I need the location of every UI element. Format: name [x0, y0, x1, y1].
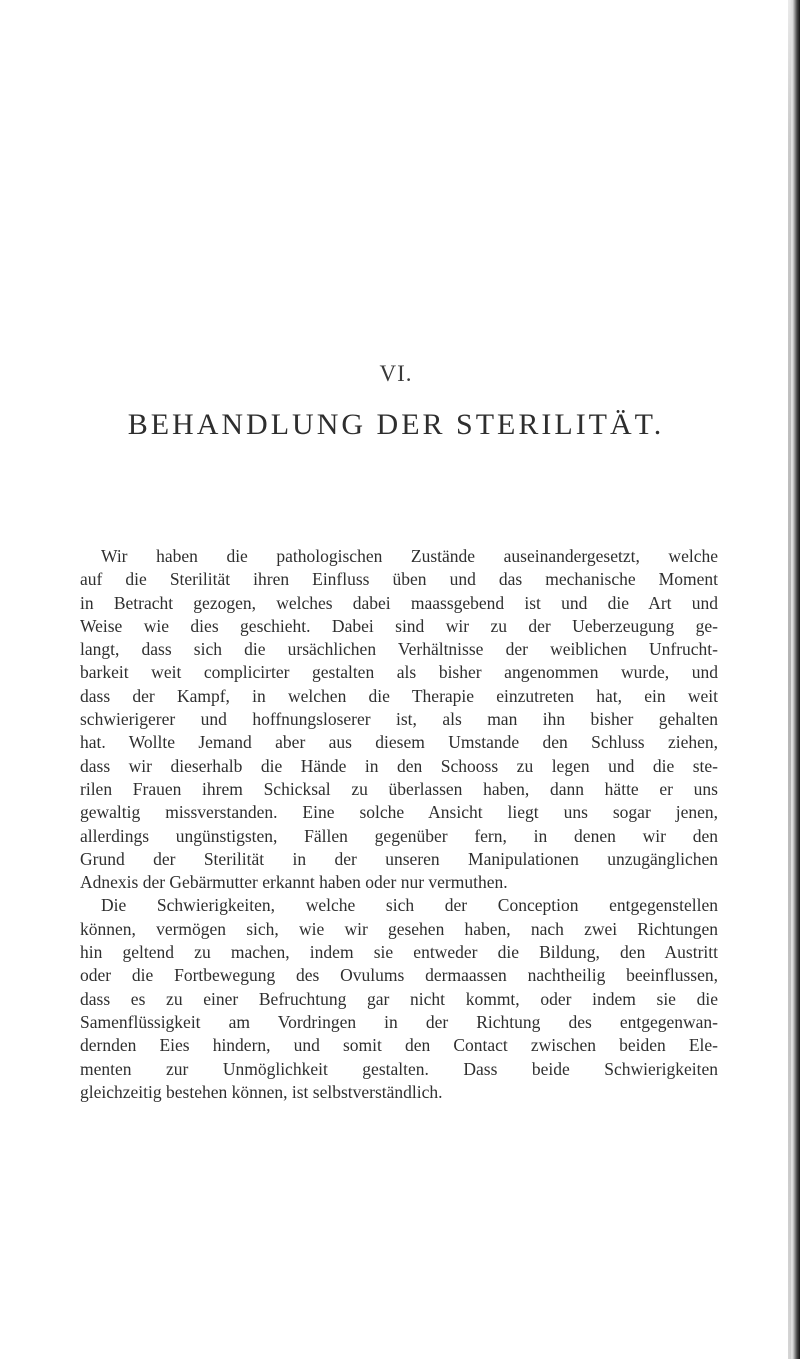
text-line: barkeit weit complicirter gestalten als bisher angenommen wurde, und [80, 662, 718, 683]
text-line: schwierigerer und hoffnungsloserer ist, als man ihn bisher gehalten [80, 709, 718, 730]
text-line: Wir haben die pathologischen Zustände auseinandergesetzt, welche [101, 546, 718, 566]
text-line: dass es zu einer Befruchtung gar nicht kommt, oder indem sie die [80, 988, 718, 1009]
text-line: Weise wie dies geschieht. Dabei sind wir zu der Ueberzeugung ge- [80, 615, 718, 636]
text-line: Grund der Sterilität in der unseren Manipulationen unzugänglichen [80, 848, 718, 869]
body-text [80, 545, 718, 1104]
chapter-number: VI. [379, 361, 413, 386]
text-line: gewaltig missverstanden. Eine solche Ansicht liegt uns sogar jenen, [80, 802, 718, 823]
text-line: rilen Frauen ihrem Schicksal zu überlassen haben, dann hätte er uns [80, 778, 718, 799]
chapter-title: BEHANDLUNG DER STERILITÄT. [127, 408, 665, 441]
text-line: menten zur Unmöglichkeit gestalten. Dass beide Schwierigkeiten [80, 1058, 718, 1079]
text-line: allerdings ungünstigsten, Fällen gegenüber fern, in denen wir den [80, 825, 718, 846]
text-line: langt, dass sich die ursächlichen Verhältnisse der weiblichen Unfrucht- [80, 639, 718, 660]
text-line: auf die Sterilität ihren Einfluss üben und das mechanische Moment [80, 569, 718, 590]
text-line: dernden Eies hindern, und somit den Contact zwischen beiden Ele- [80, 1035, 718, 1056]
text-line: können, vermögen sich, wie wir gesehen haben, nach zwei Richtungen [80, 918, 718, 939]
text-line: dass wir dieserhalb die Hände in den Schooss zu legen und die ste- [80, 755, 718, 776]
page-edge-highlight [788, 0, 791, 1359]
text-line: gleichzeitig bestehen können, ist selbstverständlich. [80, 1081, 443, 1102]
text-line: dass der Kampf, in welchen die Therapie einzutreten hat, ein weit [80, 685, 718, 706]
text-line: Adnexis der Gebärmutter erkannt haben oder nur vermuthen. [80, 872, 508, 893]
text-line: Samenflüssigkeit am Vordringen in der Richtung des entgegenwan- [80, 1011, 718, 1032]
text-line: in Betracht gezogen, welches dabei maassgebend ist und die Art und [80, 592, 718, 613]
text-line: hat. Wollte Jemand aber aus diesem Umstande den Schluss ziehen, [80, 732, 718, 753]
text-line: oder die Fortbewegung des Ovulums dermaassen nachtheilig beeinflussen, [80, 965, 718, 986]
text-line: Die Schwierigkeiten, welche sich der Conception entgegenstellen [101, 895, 718, 916]
text-line: hin geltend zu machen, indem sie entweder die Bildung, den Austritt [80, 942, 718, 963]
